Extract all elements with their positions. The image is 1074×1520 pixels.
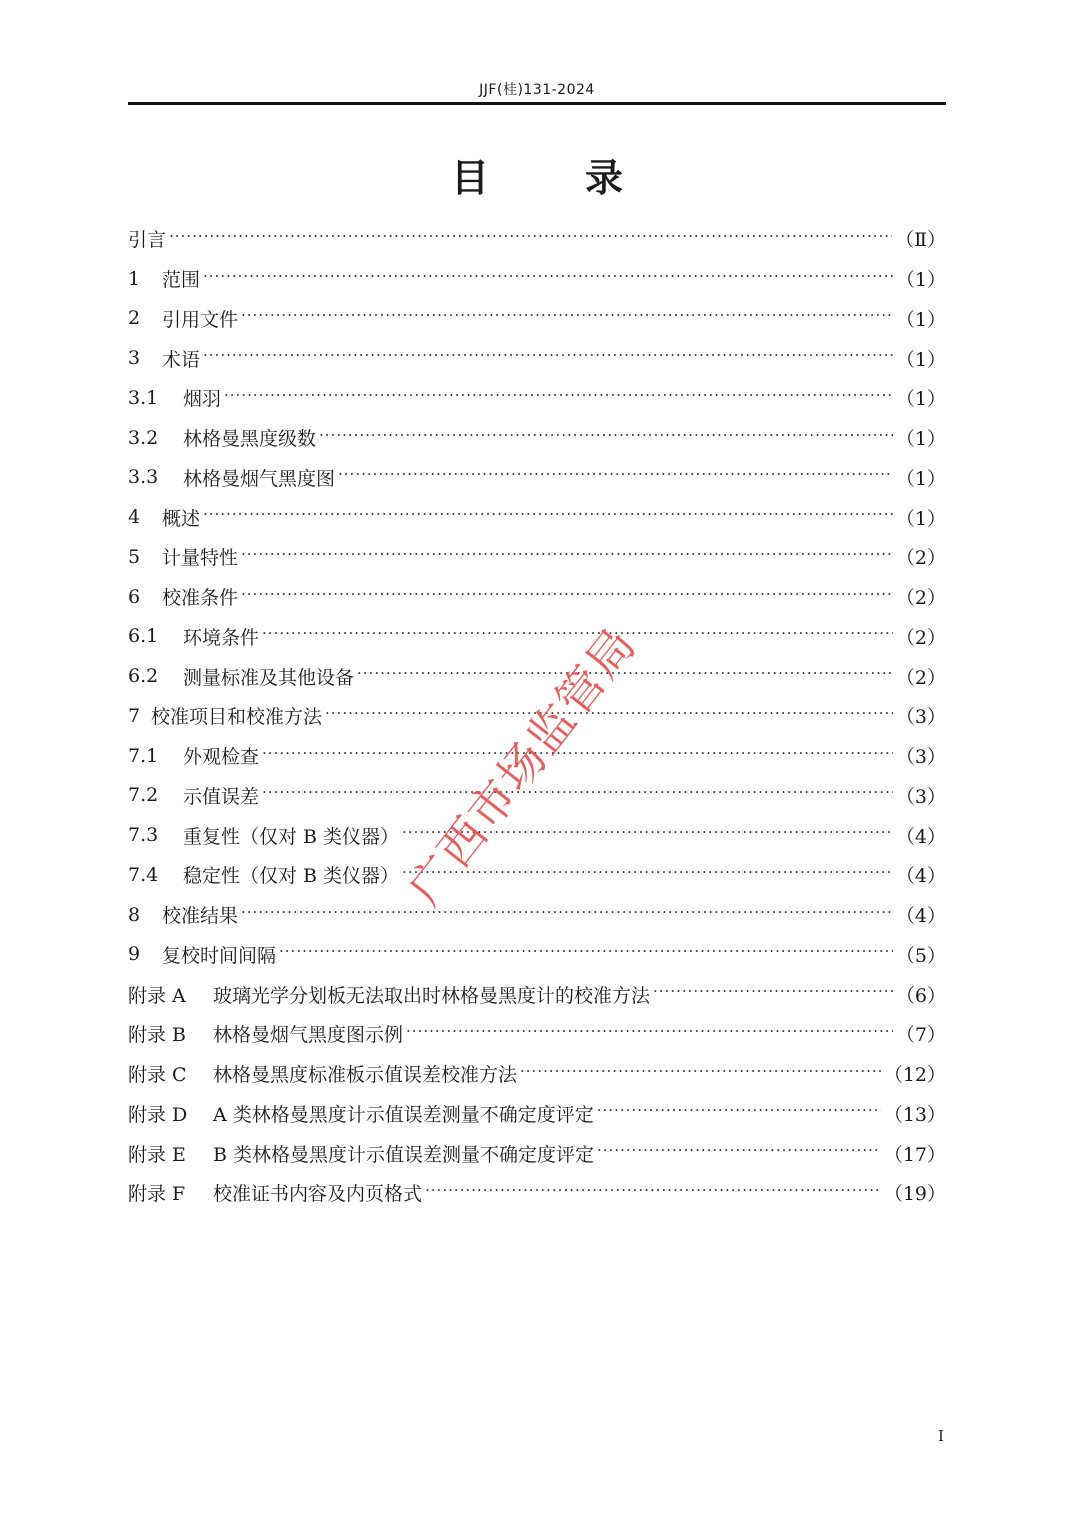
toc-entry-7-3[interactable] — [128, 815, 946, 855]
toc-dot-leader — [224, 388, 893, 408]
toc-entry-label: 示值误差 — [183, 785, 260, 808]
toc-dot-leader — [169, 229, 892, 249]
page-title — [0, 147, 1074, 202]
toc-entry-number: 9 — [128, 943, 141, 966]
toc-entry-label: 林格曼黑度级数 — [183, 428, 317, 451]
toc-entry-number: 6 — [128, 585, 141, 608]
toc-dot-leader — [203, 348, 893, 368]
toc-dot-leader — [520, 1064, 881, 1084]
running-header: JJF(桂)131-2024 — [479, 82, 595, 98]
toc-entry-appendix-a[interactable] — [128, 974, 946, 1014]
toc-entry-number: 1 — [128, 267, 141, 290]
toc-entry-3[interactable] — [128, 338, 946, 378]
page-title-right: 录 — [585, 155, 624, 200]
page-number: I — [938, 1427, 944, 1445]
toc-dot-leader — [597, 1103, 881, 1123]
toc-entry-number: 附录 D — [128, 1103, 188, 1126]
toc-dot-leader — [203, 269, 893, 289]
toc-dot-leader — [325, 706, 893, 726]
toc-entry-page: （19） — [883, 1183, 946, 1206]
toc-entry-label: 外观检查 — [183, 746, 260, 769]
toc-entry-page: （1） — [895, 269, 946, 292]
toc-entry-label: 复校时间间隔 — [162, 944, 277, 967]
header-rule — [128, 102, 946, 105]
toc-dot-leader — [406, 1024, 893, 1044]
toc-dot-leader — [241, 547, 893, 567]
toc-entry-appendix-b[interactable] — [128, 1014, 946, 1054]
toc-entry-9[interactable] — [128, 935, 946, 975]
toc-entry-number: 附录 A — [128, 984, 186, 1007]
toc-entry-label: 校准条件 — [162, 587, 239, 610]
toc-entry-number: 附录 E — [128, 1143, 186, 1166]
toc-entry-label: 环境条件 — [183, 626, 260, 649]
toc-entry-page: （12） — [883, 1064, 946, 1087]
toc-entry-number: 附录 F — [128, 1183, 186, 1206]
toc-dot-leader — [279, 944, 893, 964]
toc-entry-label: 玻璃光学分划板无法取出时林格曼黑度计的校准方法 — [213, 984, 651, 1007]
toc-entry-number: 3.2 — [128, 426, 159, 449]
toc-entry-1[interactable] — [128, 259, 946, 299]
toc-entry-3-3[interactable] — [128, 458, 946, 498]
toc-entry-label: 范围 — [162, 269, 201, 292]
toc-dot-leader — [425, 1183, 881, 1203]
toc-dot-leader — [262, 746, 893, 766]
toc-entry-appendix-d[interactable] — [128, 1094, 946, 1134]
toc-entry-number: 7.1 — [128, 744, 159, 767]
toc-entry-page: （2） — [895, 587, 946, 610]
toc-entry-number: 3.3 — [128, 466, 159, 489]
toc-dot-leader — [319, 428, 893, 448]
toc-entry-label: 林格曼黑度标准板示值误差校准方法 — [213, 1064, 518, 1087]
toc-entry-6-1[interactable] — [128, 617, 946, 657]
toc-dot-leader — [203, 507, 893, 527]
toc-entry-label: 计量特性 — [162, 547, 239, 570]
toc-entry-page: （1） — [895, 428, 946, 451]
toc-entry-page: （3） — [895, 746, 946, 769]
page-title-left: 目 — [450, 155, 489, 200]
toc-entry-number: 8 — [128, 903, 141, 926]
toc-entry-number: 4 — [128, 506, 141, 529]
toc-entry-page: （1） — [895, 507, 946, 530]
toc-entry-number: 7.2 — [128, 784, 159, 807]
toc-dot-leader — [653, 984, 893, 1004]
toc-dot-leader — [262, 785, 893, 805]
toc-entry-label: 概述 — [162, 507, 201, 530]
toc-entry-label: 校准项目和校准方法 — [151, 706, 323, 729]
toc-entry-number: 7 — [128, 704, 141, 727]
toc-dot-leader — [241, 905, 893, 925]
toc-entry-label: 林格曼烟气黑度图 — [183, 467, 336, 490]
toc-entry-page: （13） — [883, 1103, 946, 1126]
toc-entry-4[interactable] — [128, 497, 946, 537]
watermark-stamp: 广西市场监管局 — [397, 616, 648, 915]
toc-entry-number: 7.3 — [128, 824, 159, 847]
toc-entry-page: （7） — [895, 1024, 946, 1047]
toc-entry-number: 附录 B — [128, 1024, 187, 1047]
toc-dot-leader — [338, 467, 893, 487]
toc-entry-page: （4） — [895, 905, 946, 928]
toc-entry-page: （17） — [883, 1143, 946, 1166]
toc-entry-3-2[interactable] — [128, 418, 946, 458]
toc-entry-8[interactable] — [128, 895, 946, 935]
toc-entry-6[interactable] — [128, 577, 946, 617]
toc-entry-label: 测量标准及其他设备 — [183, 666, 355, 689]
toc-entry-number: 5 — [128, 545, 141, 568]
toc-entry-number: 6.1 — [128, 625, 159, 648]
toc-entry-page: （4） — [895, 865, 946, 888]
toc-entry-2[interactable] — [128, 299, 946, 339]
toc-entry-label: A 类林格曼黑度计示值误差测量不确定度评定 — [213, 1103, 594, 1126]
toc-entry-number: 2 — [128, 307, 141, 330]
toc-entry-page: （5） — [895, 944, 946, 967]
toc-entry-appendix-c[interactable] — [128, 1054, 946, 1094]
toc-entry-label: B 类林格曼黑度计示值误差测量不确定度评定 — [213, 1143, 595, 1166]
toc-entry-page: （6） — [895, 984, 946, 1007]
toc-entry-label: 烟羽 — [183, 388, 222, 411]
toc-dot-leader — [241, 308, 893, 328]
toc-entry-page: （1） — [895, 467, 946, 490]
toc-entry-number: 6.2 — [128, 665, 159, 688]
toc-entry-label: 稳定性（仅对 B 类仪器） — [183, 865, 400, 888]
toc-entry-page: （3） — [895, 785, 946, 808]
toc-entry-appendix-f[interactable] — [128, 1173, 946, 1213]
toc-entry-page: （1） — [895, 348, 946, 371]
toc-dot-leader — [597, 1143, 881, 1163]
toc-entry-label: 校准证书内容及内页格式 — [213, 1183, 423, 1206]
toc-entry-page: （1） — [895, 388, 946, 411]
toc-entry-label: 林格曼烟气黑度图示例 — [213, 1024, 404, 1047]
toc-entry-5[interactable] — [128, 537, 946, 577]
toc-entry-label: 校准结果 — [162, 905, 239, 928]
toc-entry-appendix-e[interactable] — [128, 1133, 946, 1173]
toc-entry-number: 7.4 — [128, 863, 159, 886]
toc-entry-number: 3 — [128, 347, 141, 370]
toc-entry-number: 附录 C — [128, 1064, 187, 1087]
toc-entry-label: 术语 — [162, 348, 201, 371]
toc-entry-label: 引用文件 — [162, 308, 239, 331]
toc-entry-page: （2） — [895, 626, 946, 649]
toc-entry-page: （2） — [895, 547, 946, 570]
toc-entry-3-1[interactable] — [128, 378, 946, 418]
toc-entry-page: （3） — [895, 706, 946, 729]
toc-entry-page: （1） — [895, 308, 946, 331]
toc-entry-page: （2） — [895, 666, 946, 689]
toc-entry-page: （4） — [895, 825, 946, 848]
toc-entry-7-4[interactable] — [128, 855, 946, 895]
toc-entry-label: 重复性（仅对 B 类仪器） — [183, 825, 400, 848]
toc-entry-label: 引言 — [128, 229, 167, 252]
toc-dot-leader — [241, 587, 893, 607]
toc-entry-number: 3.1 — [128, 386, 159, 409]
toc-entry-introduction[interactable] — [128, 219, 946, 259]
toc-entry-page: （Ⅱ） — [895, 229, 946, 252]
